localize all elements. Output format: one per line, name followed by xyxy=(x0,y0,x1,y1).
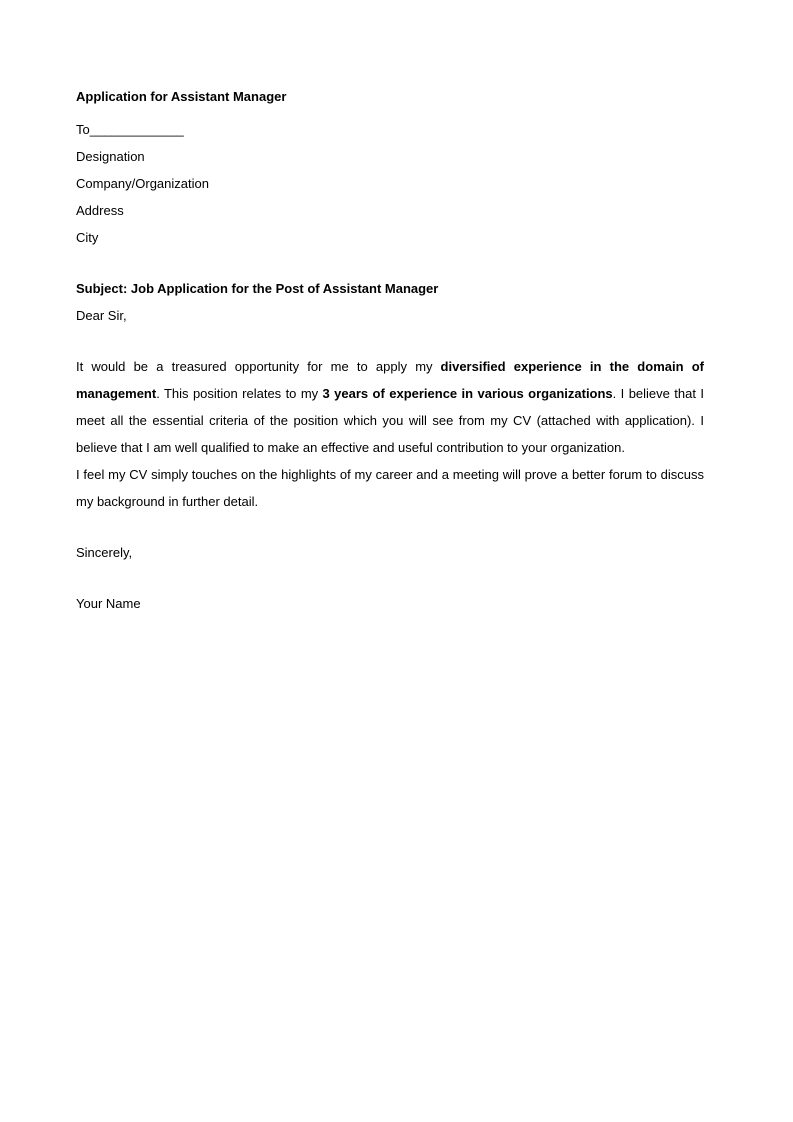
salutation: Dear Sir, xyxy=(76,308,127,323)
recipient-address: Address xyxy=(76,203,124,218)
recipient-designation: Designation xyxy=(76,149,145,164)
body-emphasis: 3 years of experience in various organizations xyxy=(322,386,613,401)
recipient-city: City xyxy=(76,230,99,245)
body-paragraph-2: I feel my CV simply touches on the highlights of my career and a meeting will prove a better forum to discuss my background in further detail. xyxy=(76,467,704,509)
document-title: Application for Assistant Manager xyxy=(76,89,287,104)
letter-body xyxy=(76,353,704,515)
subject-line: Subject: Job Application for the Post of Assistant Manager xyxy=(76,281,439,296)
signature-name: Your Name xyxy=(76,596,141,611)
body-text: . This position relates to my xyxy=(156,386,323,401)
recipient-to: To_____________ xyxy=(76,122,184,137)
body-paragraph-1 xyxy=(76,353,704,461)
recipient-company: Company/Organization xyxy=(76,176,209,191)
body-text: It would be a treasured opportunity for me to apply my xyxy=(76,359,433,374)
body-text: . I believe that I meet all the essential criteria of the position which you will see from my CV (attached with application). I believe that I am well qualified to make an effective and useful contribution to your organization. xyxy=(76,386,704,455)
body-emphasis: diversified experience in the domain of management xyxy=(76,359,704,401)
closing: Sincerely, xyxy=(76,545,133,560)
